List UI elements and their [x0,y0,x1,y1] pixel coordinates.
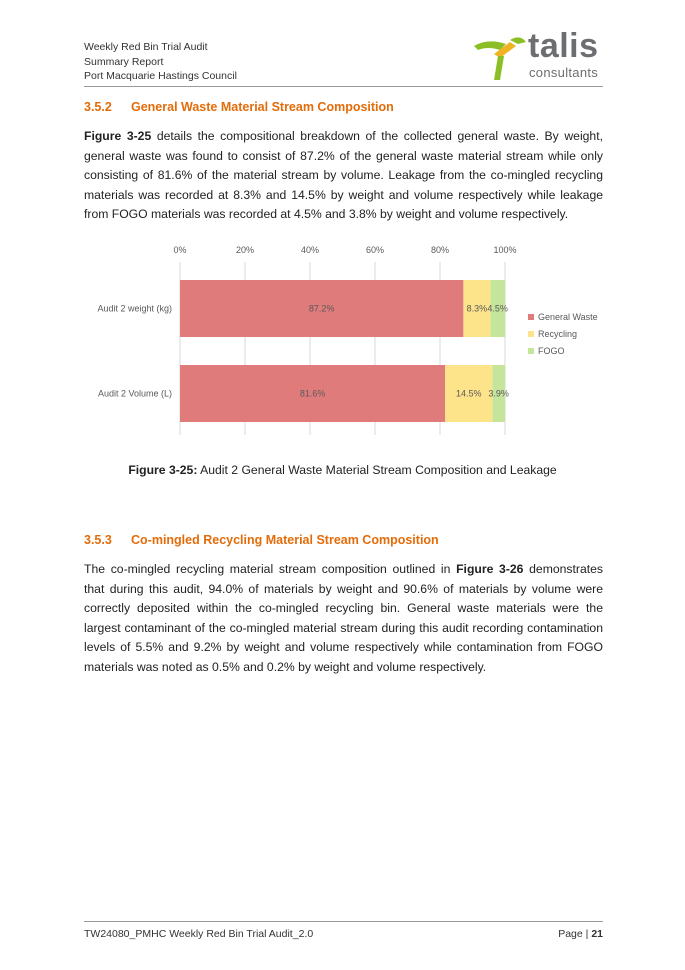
data-label: 81.6% [299,388,326,399]
paragraph-recycling [84,560,603,678]
section-number: 3.5.3 [84,533,112,547]
footer-divider [84,921,603,922]
logo-wordmark: talis [528,27,599,65]
header-line-subtitle: Summary Report [84,55,164,68]
footer-page [558,928,603,940]
stacked-bar-chart [70,240,620,440]
page-label: Page | [558,928,592,940]
footer-document-id: TW24080_PMHC Weekly Red Bin Trial Audit_2.0 [84,928,314,940]
legend-swatch [528,331,534,337]
legend-entry: Recycling [538,329,578,339]
x-tick-label: 40% [300,245,320,255]
data-label: 3.9% [488,388,509,399]
section-title: General Waste Material Stream Composition [131,100,394,114]
section-heading-general-waste [84,100,394,114]
section-number: 3.5.2 [84,100,112,114]
page-number: 21 [591,928,603,940]
header-line-client: Port Macquarie Hastings Council [84,70,237,82]
x-tick-label: 0% [173,245,187,255]
figure-reference: Figure 3-26 [456,562,524,576]
legend-entry: General Waste [538,312,598,322]
x-tick-label: 80% [430,245,450,255]
paragraph-text: The co-mingled recycling material stream composition outlined in [84,562,457,576]
data-label: 87.2% [308,303,335,314]
data-label: 4.5% [487,303,508,314]
paragraph-general-waste [84,127,603,225]
legend-swatch [528,348,534,354]
logo-subtitle: consultants [529,65,599,80]
paragraph-text: details the compositional breakdown of the collected general waste. By weight, general waste was found to consist of 87.2% of the general waste material stream while only consisting of 81.6% of the material stream by volume. Leakage from the co-mingled recycling materials was recorded at 8.3% and 14.5% by weight and volume respectively while leakage from FOGO materials was recorded at 4.5% and 3.8% by weight and volume respectively. [84,129,603,222]
category-label: Audit 2 weight (kg) [97,303,172,314]
data-label: 8.3% [466,303,488,314]
x-tick-label: 100% [493,245,517,255]
data-label: 14.5% [455,388,482,399]
legend-entry: FOGO [538,346,565,356]
figure-caption-label: Figure 3-25: [128,463,198,477]
figure-reference: Figure 3-25 [84,129,152,143]
section-title: Co-mingled Recycling Material Stream Composition [131,533,439,547]
legend-swatch [528,314,534,320]
header-line-title: Weekly Red Bin Trial Audit [84,41,208,53]
category-label: Audit 2 Volume (L) [97,388,172,399]
paragraph-text: demonstrates that during this audit, 94.0% of materials by weight and 90.6% of materials by volume were correctly deposited within the co-mingled recycling bin. General waste materials were the largest contaminant of the co-mingled material stream during this audit recording contamination levels of 5.5% and 9.2% by weight and volume respectively while contamination from FOGO materials was noted as 0.5% and 0.2% by weight and volume respectively. [84,562,603,674]
x-tick-label: 20% [235,245,255,255]
figure-caption-text: Audit 2 General Waste Material Stream Composition and Leakage [197,463,557,477]
x-tick-label: 60% [365,245,385,255]
figure-caption [0,463,685,477]
header-divider [84,86,603,87]
section-heading-recycling [84,533,439,547]
report-header [84,40,237,84]
